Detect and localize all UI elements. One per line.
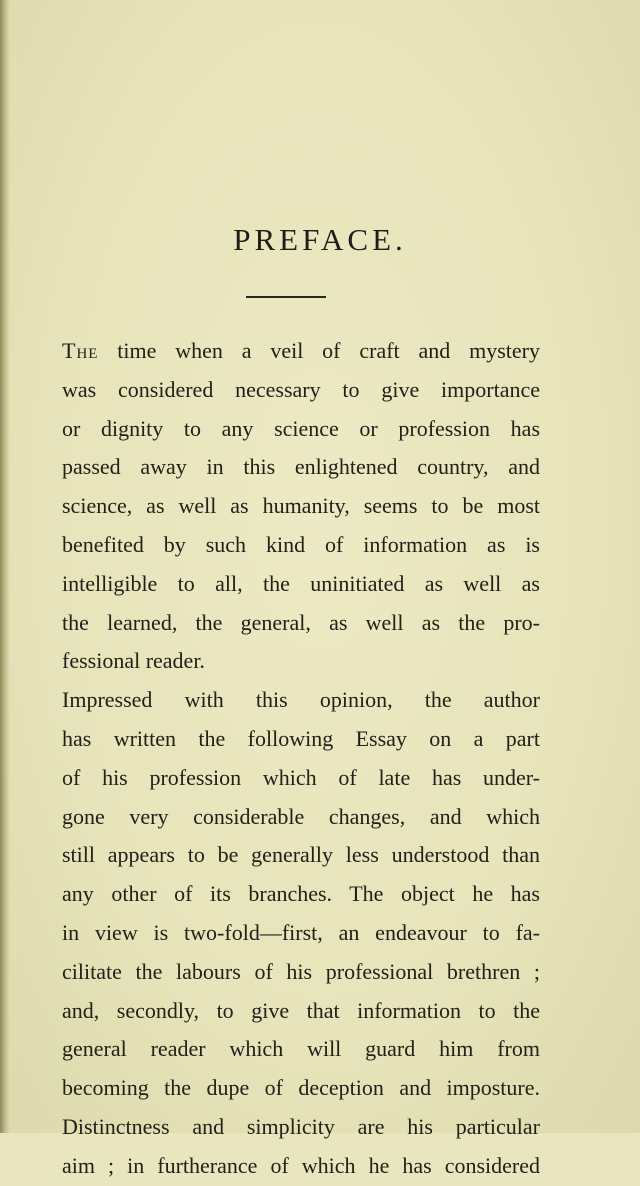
text-line-15: any other of its branches. The object he has <box>62 881 540 907</box>
text-line-1-rest: time when a veil of craft and mystery <box>98 338 540 363</box>
text-line-16: in view is two-fold—first, an endeavour to fa- <box>62 919 540 945</box>
text-line-22: aim ; in furtherance of which he has considered <box>62 1152 540 1178</box>
title-rule <box>246 296 326 298</box>
text-line-20: becoming the dupe of deception and imposture. <box>62 1075 540 1101</box>
text-line-14: still appears to be generally less understood than <box>62 842 540 868</box>
text-line-19: general reader which will guard him from <box>62 1036 540 1062</box>
text-line-8: the learned, the general, as well as the pro- <box>62 609 540 635</box>
text-line-4: passed away in this enlightened country, and <box>62 454 540 480</box>
text-line-18: and, secondly, to give that information to the <box>62 997 540 1023</box>
text-line-9: fessional reader. <box>62 648 205 674</box>
text-line-6: benefited by such kind of information as is <box>62 531 540 557</box>
opening-word: The <box>62 338 99 363</box>
text-line-7: intelligible to all, the uninitiated as well as <box>62 570 540 596</box>
text-line-10: Impressed with this opinion, the author <box>62 687 540 713</box>
text-line-12: of his profession which of late has under- <box>62 764 540 790</box>
text-line-1 <box>62 332 540 371</box>
text-line-21: Distinctness and simplicity are his particular <box>62 1113 540 1139</box>
text-line-3: or dignity to any science or profession has <box>62 415 540 441</box>
preface-text <box>62 332 540 1186</box>
text-line-5: science, as well as humanity, seems to be most <box>62 493 540 519</box>
page-edge-shadow <box>0 0 10 1133</box>
text-line-11: has written the following Essay on a part <box>62 725 540 751</box>
text-line-17: cilitate the labours of his professional brethren ; <box>62 958 540 984</box>
text-line-13: gone very considerable changes, and which <box>62 803 540 829</box>
page-title: PREFACE. <box>233 222 407 257</box>
text-line-2: was considered necessary to give importance <box>62 376 540 402</box>
